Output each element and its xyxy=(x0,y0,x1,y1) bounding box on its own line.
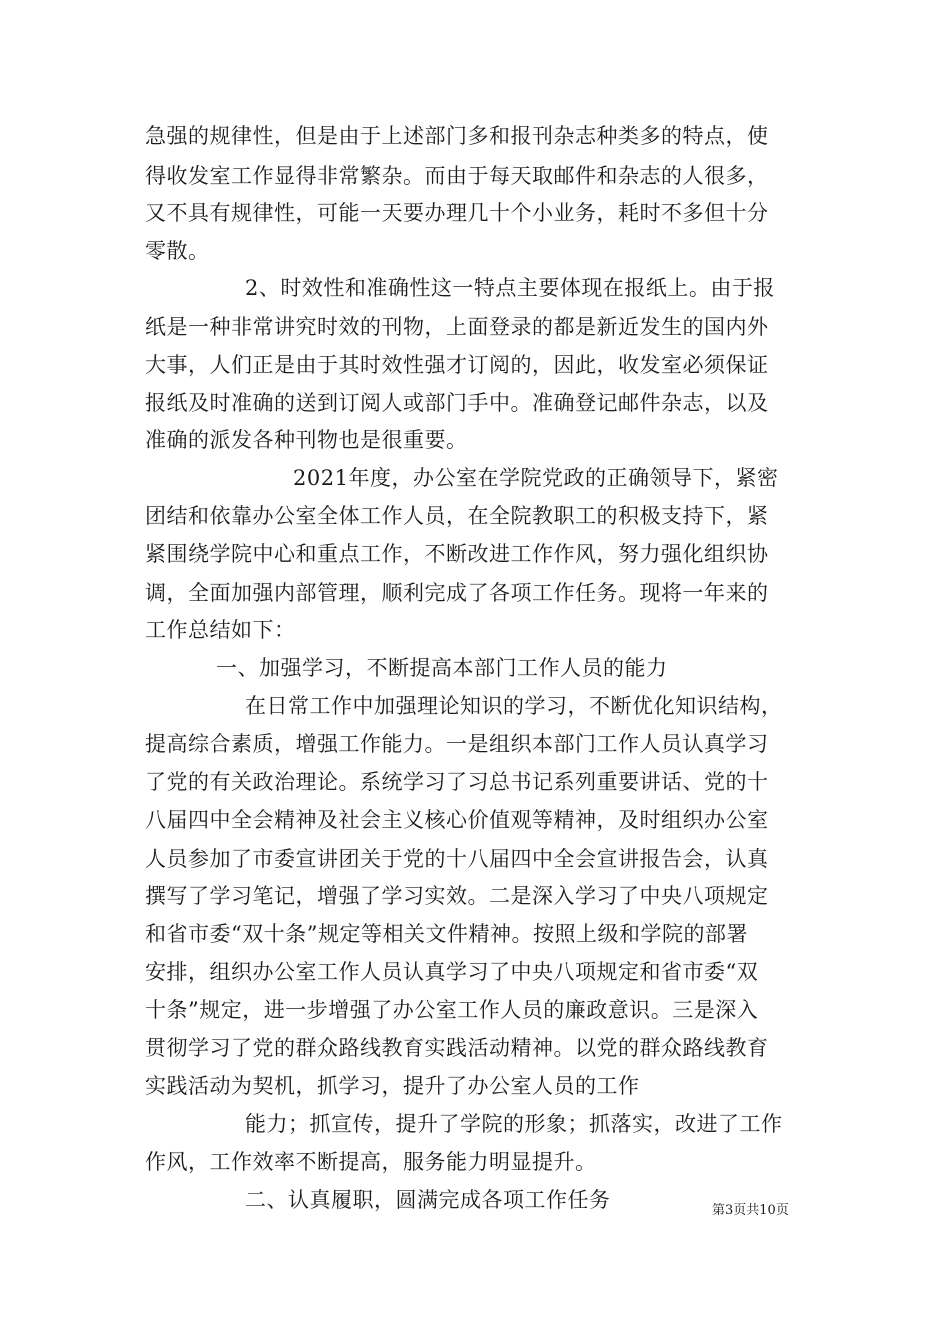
text-line: 作风，工作效率不断提高，服务能力明显提升。 xyxy=(145,1150,597,1174)
text-line: 撰写了学习笔记，增强了学习实效。二是深入学习了中央八项规定 xyxy=(145,884,769,908)
text-line: 又不具有规律性，可能一天要办理几十个小业务，耗时不多但十分 xyxy=(145,201,769,225)
text-line: 得收发室工作显得非常繁杂。而由于每天取邮件和杂志的人很多， xyxy=(145,164,769,188)
text-line: 十条”规定，进一步增强了办公室工作人员的廉政意识。三是深入 xyxy=(145,998,759,1022)
section-heading: 一、加强学习，不断提高本部门工作人员的能力 xyxy=(216,656,668,680)
text-line: 贯彻学习了党的群众路线教育实践活动精神。以党的群众路线教育 xyxy=(145,1036,769,1060)
text-line: 工作总结如下： xyxy=(145,618,296,642)
text-line: 纸是一种非常讲究时效的刊物，上面登录的都是新近发生的国内外 xyxy=(145,315,769,339)
text-line: 安排，组织办公室工作人员认真学习了中央八项规定和省市委“双 xyxy=(145,960,759,984)
text-line: 团结和依靠办公室全体工作人员，在全院教职工的积极支持下，紧 xyxy=(145,504,769,528)
page-number: 第3页共10页 xyxy=(712,1203,789,1218)
text-line: 2021年度，办公室在学院党政的正确领导下，紧密 xyxy=(293,466,779,490)
section-heading: 二、认真履职，圆满完成各项工作任务 xyxy=(245,1188,611,1212)
text-line: 实践活动为契机，抓学习，提升了办公室人员的工作 xyxy=(145,1074,640,1098)
text-line: 准确的派发各种刊物也是很重要。 xyxy=(145,428,468,452)
text-line: 和省市委“双十条”规定等相关文件精神。按照上级和学院的部署 xyxy=(145,922,748,946)
text-line: 人员参加了市委宣讲团关于党的十八届四中全会宣讲报告会，认真 xyxy=(145,847,769,871)
text-line: 报纸及时准确的送到订阅人或部门手中。准确登记邮件杂志，以及 xyxy=(145,391,769,415)
text-line: 提高综合素质，增强工作能力。一是组织本部门工作人员认真学习 xyxy=(145,732,769,756)
text-line: 八届四中全会精神及社会主义核心价值观等精神，及时组织办公室 xyxy=(145,808,769,832)
text-line: 2、时效性和准确性这一特点主要体现在报纸上。由于报 xyxy=(245,276,775,300)
text-line: 能力；抓宣传，提升了学院的形象；抓落实，改进了工作 xyxy=(245,1112,783,1136)
text-line: 了党的有关政治理论。系统学习了习总书记系列重要讲话、党的十 xyxy=(145,770,769,794)
text-line: 紧围绕学院中心和重点工作，不断改进工作作风，努力强化组织协 xyxy=(145,542,769,566)
text-line: 急强的规律性，但是由于上述部门多和报刊杂志种类多的特点，使 xyxy=(145,124,769,148)
text-line: 大事，人们正是由于其时效性强才订阅的，因此，收发室必须保证 xyxy=(145,353,769,377)
text-line: 零散。 xyxy=(145,239,210,263)
text-line: 在日常工作中加强理论知识的学习，不断优化知识结构， xyxy=(245,694,783,718)
text-line: 调，全面加强内部管理，顺利完成了各项工作任务。现将一年来的 xyxy=(145,581,769,605)
